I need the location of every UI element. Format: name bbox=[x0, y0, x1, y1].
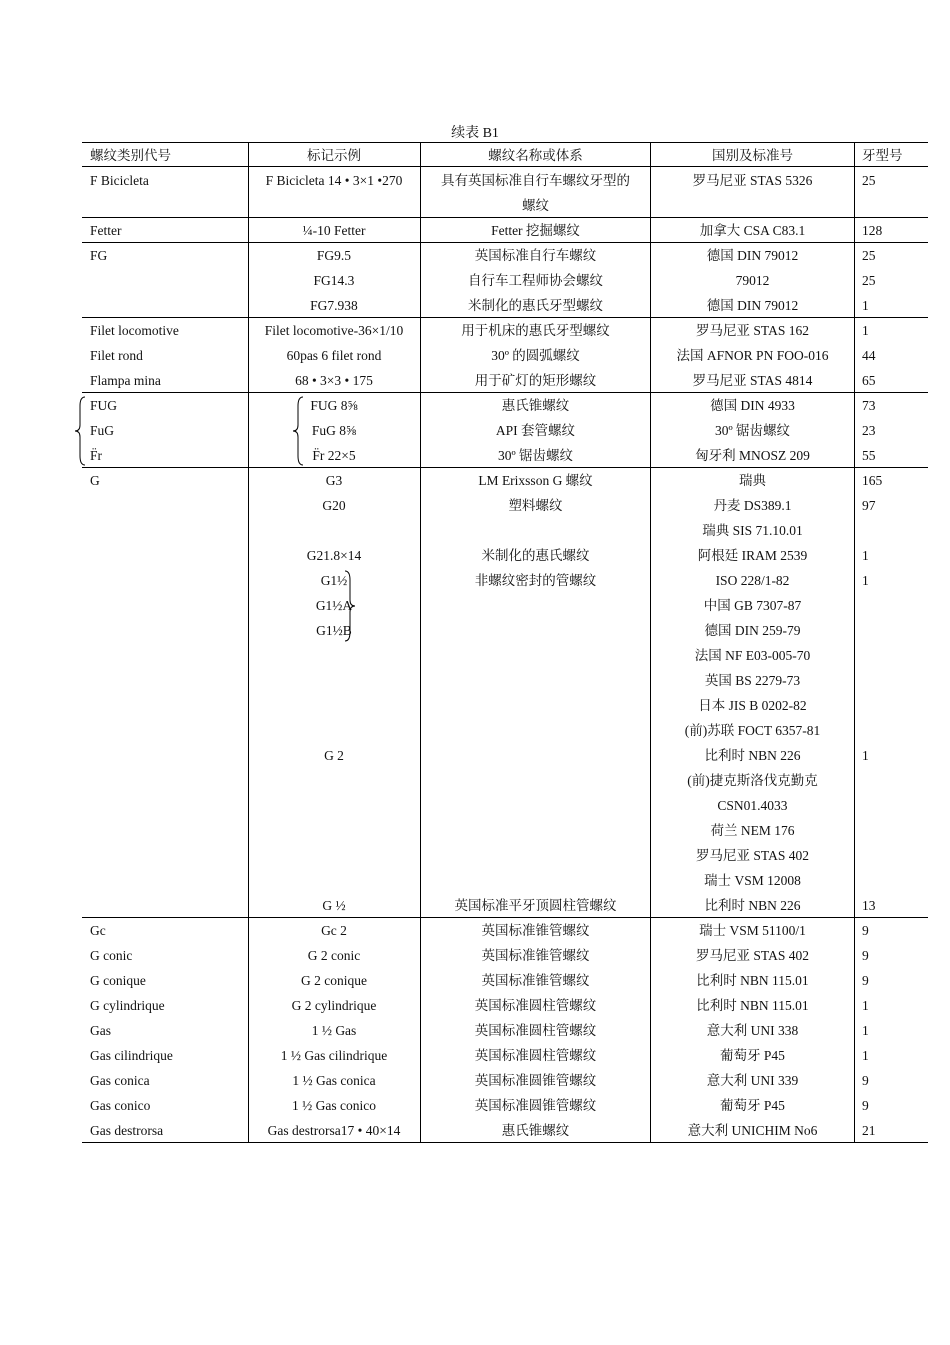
cell-profile-number: 65 bbox=[862, 373, 876, 388]
cell-country-standard: 阿根廷 IRAM 2539 bbox=[697, 548, 808, 563]
cell-country-standard: 德国 DIN 4933 bbox=[710, 398, 795, 413]
cell-profile-number: 1 bbox=[862, 548, 869, 563]
cell-marking-example: 1 ½ Gas conico bbox=[292, 1098, 376, 1113]
cell-country-standard: 德国 DIN 259-79 bbox=[704, 623, 801, 638]
cell-marking-example: 68 • 3×3 • 175 bbox=[295, 373, 373, 388]
cell-country-standard: 德国 DIN 79012 bbox=[706, 248, 799, 263]
right-brace-icon bbox=[344, 570, 356, 642]
cell-thread-code: F̈r bbox=[90, 448, 103, 463]
group-rule bbox=[82, 217, 928, 218]
cell-country-standard: 罗马尼亚 STAS 4814 bbox=[692, 373, 813, 388]
cell-thread-name: 英国标准自行车螺纹 bbox=[474, 248, 597, 263]
cell-thread-name: Fetter 挖掘螺纹 bbox=[491, 223, 580, 238]
cell-marking-example: 1 ½ Gas cilindrique bbox=[280, 1048, 388, 1063]
cell-country-standard: 比利时 NBN 226 bbox=[704, 898, 801, 913]
column-divider bbox=[248, 142, 249, 1143]
cell-marking-example: G1½A bbox=[315, 598, 353, 613]
header-country-standard: 国别及标准号 bbox=[712, 148, 793, 163]
cell-thread-code: Gas destrorsa bbox=[90, 1123, 164, 1138]
cell-thread-name: 米制化的惠氏牙型螺纹 bbox=[468, 298, 603, 313]
cell-profile-number: 13 bbox=[862, 898, 876, 913]
cell-profile-number: 97 bbox=[862, 498, 876, 513]
cell-thread-name: 英国标准圆柱管螺纹 bbox=[474, 1023, 597, 1038]
cell-thread-code: Flampa mina bbox=[90, 373, 161, 388]
cell-country-standard: 罗马尼亚 STAS 402 bbox=[696, 948, 809, 963]
cell-marking-example: G1½ bbox=[320, 573, 348, 588]
group-rule bbox=[82, 317, 928, 318]
cell-thread-name: 惠氏锥螺纹 bbox=[501, 1123, 570, 1138]
cell-country-standard: 意大利 UNICHIM No6 bbox=[687, 1123, 818, 1138]
cell-thread-name: 非螺纹密封的管螺纹 bbox=[474, 573, 597, 588]
cell-profile-number: 1 bbox=[862, 1023, 869, 1038]
cell-profile-number: 128 bbox=[862, 223, 883, 238]
group-rule bbox=[82, 467, 928, 468]
cell-thread-name: 英国标准平牙顶圆柱管螺纹 bbox=[454, 898, 617, 913]
cell-marking-example: 1 ½ Gas bbox=[311, 1023, 357, 1038]
cell-thread-name: LM Erixsson G 螺纹 bbox=[478, 473, 593, 488]
cell-thread-name: 英国标准圆锥管螺纹 bbox=[474, 1073, 597, 1088]
cell-profile-number: 1 bbox=[862, 323, 869, 338]
cell-marking-example: G20 bbox=[322, 498, 346, 513]
cell-country-standard: 罗马尼亚 STAS 162 bbox=[696, 323, 809, 338]
cell-thread-code: F Bicicleta bbox=[90, 173, 149, 188]
cell-country-standard: 瑞士 VSM 51100/1 bbox=[699, 923, 806, 938]
cell-marking-example: G 2 conique bbox=[301, 973, 367, 988]
cell-profile-number: 9 bbox=[862, 923, 869, 938]
cell-marking-example: FG14.3 bbox=[313, 273, 355, 288]
column-divider bbox=[650, 142, 651, 1143]
cell-thread-name: 用于机床的惠氏牙型螺纹 bbox=[461, 323, 610, 338]
cell-country-standard: (前)苏联 FOCT 6357-81 bbox=[684, 723, 821, 738]
cell-country-standard: 法国 AFNOR PN FOO-016 bbox=[676, 348, 829, 363]
header-thread-name: 螺纹名称或体系 bbox=[488, 148, 583, 163]
cell-thread-code: G conique bbox=[90, 973, 146, 988]
cell-country-standard: 中国 GB 7307-87 bbox=[703, 598, 802, 613]
cell-thread-name: 英国标准圆柱管螺纹 bbox=[474, 998, 597, 1013]
cell-marking-example: FUG 8⅝ bbox=[310, 398, 358, 413]
cell-thread-code: FUG bbox=[90, 398, 118, 413]
cell-profile-number: 9 bbox=[862, 1073, 869, 1088]
cell-marking-example: G21.8×14 bbox=[306, 548, 362, 563]
header-marking-example: 标记示例 bbox=[307, 148, 361, 163]
cell-profile-number: 1 bbox=[862, 998, 869, 1013]
cell-thread-code: Filet rond bbox=[90, 348, 143, 363]
table-bottom-rule bbox=[82, 1142, 928, 1143]
cell-country-standard: 意大利 UNI 338 bbox=[706, 1023, 799, 1038]
cell-country-standard: 罗马尼亚 STAS 402 bbox=[696, 848, 809, 863]
cell-country-standard: 瑞典 SIS 71.10.01 bbox=[702, 523, 803, 538]
cell-thread-code: G cylindrique bbox=[90, 998, 165, 1013]
cell-country-standard: 意大利 UNI 339 bbox=[706, 1073, 799, 1088]
cell-thread-name: 螺纹 bbox=[522, 198, 549, 213]
cell-thread-name: 具有英国标准自行车螺纹牙型的 bbox=[441, 173, 630, 188]
cell-thread-code: G conic bbox=[90, 948, 133, 963]
cell-thread-name: 英国标准锥管螺纹 bbox=[481, 923, 590, 938]
cell-marking-example: FuG 8⅝ bbox=[311, 423, 357, 438]
cell-profile-number: 1 bbox=[862, 1048, 869, 1063]
cell-marking-example: G 2 conic bbox=[307, 948, 361, 963]
cell-thread-code: Gas conica bbox=[90, 1073, 150, 1088]
cell-marking-example: G ½ bbox=[322, 898, 346, 913]
cell-thread-code: FuG bbox=[90, 423, 115, 438]
cell-marking-example: Gc 2 bbox=[321, 923, 347, 938]
cell-thread-name: 自行车工程师协会螺纹 bbox=[468, 273, 603, 288]
cell-country-standard: 瑞士 VSM 12008 bbox=[704, 873, 801, 888]
cell-thread-name: 英国标准圆锥管螺纹 bbox=[474, 1098, 597, 1113]
left-brace-icon bbox=[292, 396, 304, 466]
cell-profile-number: 9 bbox=[862, 948, 869, 963]
cell-marking-example: ¼-10 Fetter bbox=[302, 223, 366, 238]
cell-country-standard: 德国 DIN 79012 bbox=[706, 298, 799, 313]
cell-marking-example: G 2 bbox=[324, 748, 344, 763]
cell-thread-code: FG bbox=[90, 248, 108, 263]
cell-country-standard: 比利时 NBN 115.01 bbox=[696, 998, 809, 1013]
cell-profile-number: 9 bbox=[862, 1098, 869, 1113]
cell-profile-number: 1 bbox=[862, 573, 869, 588]
cell-thread-name: 30º 的圆弧螺纹 bbox=[491, 348, 580, 363]
cell-country-standard: 法国 NF E03-005-70 bbox=[694, 648, 811, 663]
cell-profile-number: 25 bbox=[862, 248, 876, 263]
cell-country-standard: 匈牙利 MNOSZ 209 bbox=[695, 448, 810, 463]
cell-thread-name: 惠氏锥螺纹 bbox=[501, 398, 570, 413]
cell-thread-name: 30º 锯齿螺纹 bbox=[497, 448, 574, 463]
cell-thread-code: Gas cilindrique bbox=[90, 1048, 173, 1063]
header-rule bbox=[82, 166, 928, 167]
cell-thread-name: API 套管螺纹 bbox=[495, 423, 576, 438]
cell-country-standard: ISO 228/1-82 bbox=[715, 573, 790, 588]
cell-marking-example: 60pas 6 filet rond bbox=[286, 348, 382, 363]
cell-thread-code: Gas conico bbox=[90, 1098, 151, 1113]
header-thread-code: 螺纹类别代号 bbox=[90, 148, 171, 163]
cell-thread-name: 英国标准锥管螺纹 bbox=[481, 948, 590, 963]
table-caption: 续表 B1 bbox=[451, 126, 499, 141]
cell-marking-example: F̈r 22×5 bbox=[312, 448, 356, 463]
cell-country-standard: 日本 JIS B 0202-82 bbox=[698, 698, 807, 713]
column-divider bbox=[854, 142, 855, 1143]
cell-profile-number: 165 bbox=[862, 473, 883, 488]
cell-country-standard: 比利时 NBN 115.01 bbox=[696, 973, 809, 988]
cell-thread-name: 米制化的惠氏螺纹 bbox=[481, 548, 590, 563]
cell-profile-number: 21 bbox=[862, 1123, 876, 1138]
cell-thread-code: Gc bbox=[90, 923, 106, 938]
cell-profile-number: 73 bbox=[862, 398, 876, 413]
cell-marking-example: FG9.5 bbox=[316, 248, 352, 263]
cell-marking-example: 1 ½ Gas conica bbox=[292, 1073, 376, 1088]
column-divider bbox=[420, 142, 421, 1143]
cell-marking-example: Filet locomotive-36×1/10 bbox=[264, 323, 404, 338]
cell-profile-number: 1 bbox=[862, 298, 869, 313]
cell-thread-name: 英国标准圆柱管螺纹 bbox=[474, 1048, 597, 1063]
cell-profile-number: 55 bbox=[862, 448, 876, 463]
cell-profile-number: 23 bbox=[862, 423, 876, 438]
cell-profile-number: 44 bbox=[862, 348, 876, 363]
cell-country-standard: 荷兰 NEM 176 bbox=[710, 823, 795, 838]
cell-country-standard: 英国 BS 2279-73 bbox=[704, 673, 801, 688]
cell-country-standard: 葡萄牙 P45 bbox=[720, 1098, 785, 1113]
cell-thread-code: Filet locomotive bbox=[90, 323, 179, 338]
cell-marking-example: Gas destrorsa17 • 40×14 bbox=[267, 1123, 401, 1138]
cell-country-standard: 79012 bbox=[735, 273, 770, 288]
cell-country-standard: 葡萄牙 P45 bbox=[720, 1048, 785, 1063]
left-brace-icon bbox=[74, 396, 86, 466]
cell-country-standard: 罗马尼亚 STAS 5326 bbox=[692, 173, 813, 188]
cell-thread-name: 塑料螺纹 bbox=[508, 498, 563, 513]
group-rule bbox=[82, 917, 928, 918]
cell-marking-example: G 2 cylindrique bbox=[291, 998, 377, 1013]
cell-thread-code: Fetter bbox=[90, 223, 122, 238]
table-top-rule bbox=[82, 142, 928, 143]
cell-marking-example: G1½B bbox=[316, 623, 352, 638]
cell-country-standard: 丹麦 DS389.1 bbox=[713, 498, 792, 513]
cell-thread-code: G bbox=[90, 473, 100, 488]
cell-profile-number: 25 bbox=[862, 273, 876, 288]
cell-profile-number: 25 bbox=[862, 173, 876, 188]
cell-country-standard: (前)捷克斯洛伐克勤克 bbox=[687, 773, 818, 788]
cell-marking-example: FG7.938 bbox=[310, 298, 358, 313]
cell-marking-example: F Bicicleta 14 • 3×1 •270 bbox=[265, 173, 403, 188]
cell-country-standard: 加拿大 CSA C83.1 bbox=[699, 223, 806, 238]
cell-marking-example: G3 bbox=[325, 473, 343, 488]
cell-country-standard: 30º 锯齿螺纹 bbox=[714, 423, 791, 438]
cell-country-standard: 瑞典 bbox=[739, 473, 766, 488]
cell-thread-name: 用于矿灯的矩形螺纹 bbox=[474, 373, 597, 388]
header-profile-number: 牙型号 bbox=[862, 148, 903, 163]
cell-country-standard: 比利时 NBN 226 bbox=[704, 748, 801, 763]
cell-profile-number: 1 bbox=[862, 748, 869, 763]
cell-country-standard: CSN01.4033 bbox=[717, 798, 788, 813]
group-rule bbox=[82, 242, 928, 243]
cell-thread-code: Gas bbox=[90, 1023, 111, 1038]
cell-profile-number: 9 bbox=[862, 973, 869, 988]
group-rule bbox=[82, 392, 928, 393]
cell-thread-name: 英国标准锥管螺纹 bbox=[481, 973, 590, 988]
